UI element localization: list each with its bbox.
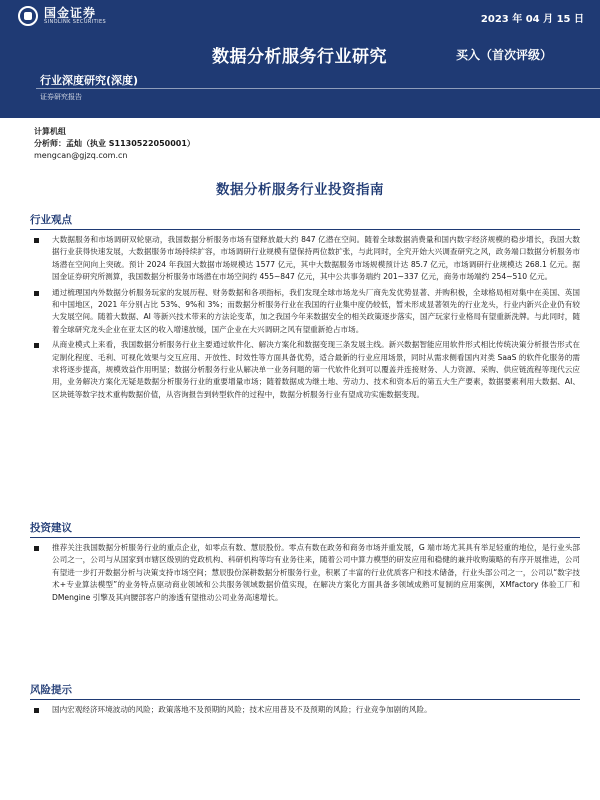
- section-risk-warning: [30, 682, 580, 719]
- rating-badge: 买入（首次评级）: [456, 48, 553, 62]
- logo-icon: [18, 6, 38, 26]
- page-title: 数据分析服务行业投资指南: [216, 182, 384, 198]
- list-item: [30, 287, 580, 337]
- list-item: [30, 339, 580, 401]
- department: 计算机组: [34, 127, 66, 136]
- bullet-text: 大数据服务和市场调研双轮驱动，我国数据分析服务市场有望释放最大约 847 亿潜在空间。随着全球数据消费量和国内数字经济规模的稳步增长，我国大数据行业获得快速发展，大数据服务市场持续扩容，市场调研行业规模有望保持两位数扩张，与此同时，全究开始大兴调查研究之风，政务端口数据分析服务市场潜在空间向上突破。预计 2024 年我国大数据市场规模达 1577 亿元，其中大数据服务市场规模预计达 85.7 亿元，市场调研行业规模达 268.1 亿元。据国金证券研究所测算，我国数据分析服务市场潜在市场空间约 455~847 亿元，其中公共事务端约 201~337 亿元，商务市场端约 254~510 亿元。: [52, 235, 580, 282]
- report-subtitle: 证券研究报告: [40, 93, 82, 101]
- analyst-email[interactable]: mengcan@gjzq.com.cn: [34, 151, 128, 160]
- section-heading: 行业观点: [30, 212, 580, 230]
- bullet-icon: [34, 708, 39, 713]
- section-industry-views: [30, 212, 580, 404]
- section-heading: 风险提示: [30, 682, 580, 700]
- report-banner: [0, 0, 600, 118]
- list-item: [30, 542, 580, 604]
- list-item: [30, 234, 580, 284]
- analyst: 分析师：孟灿（执业 S1130522050001）: [34, 139, 195, 148]
- bullet-icon: [34, 238, 39, 243]
- bullet-text: 推荐关注我国数据分析服务行业的重点企业，如零点有数、慧辰股份。零点有数在政务和商务市场并重发展，G 端市场尤其具有举足轻重的地位，是行业头部公司之一，公司与从国家到市辖区级别的党政机构、科研机构等均有业务往来，随着公司中算力模型的研发应用和稳健的兼并收购策略的有序开展推进，公司有望进一步打开数据分析与决策支持市场空间；慧辰股份深耕数据分析服务行业，积累了丰富的行业优质客户和技术储备，行业头部公司之一，公司以“数字技术+专业算法模型”的业务特点驱动商业领域和公共服务领域数据价值实现，在解决方案化方面具备多领域成熟可复制的应用案例，XMfactory 体验工厂和 DMengine 引擎及其向腰部客户的渗透有望推动公司业务高速增长。: [52, 543, 580, 602]
- section-heading: 投资建议: [30, 520, 580, 538]
- bullet-text: 国内宏观经济环境波动的风险；政策落地不及预期的风险；技术应用普及不及预期的风险；行业竞争加剧的风险。: [52, 705, 432, 714]
- logo-english-name: SINOLINK SECURITIES: [44, 18, 107, 25]
- report-type: 行业深度研究(深度): [40, 74, 139, 87]
- company-logo: [18, 6, 106, 26]
- bullet-icon: [34, 343, 39, 348]
- bullet-icon: [34, 291, 39, 296]
- bullet-text: 从商业模式上来看，我国数据分析服务行业主要通过软件化、解决方案化和数据变现三条发展主线。新兴数据智能应用软件形式相比传统决策分析报告形式在定制化程度、毛利、可视化效果与交互应用、开放性、时效性等方面具备优势，适合最新的行业应用场景，同时从需求侧看国内对类 SaaS 的软件化服务的需求将逐步提高，规模效益作用明显；数据分析服务行业从解决单一业务问题的第一代软件化到可以覆盖并连接财务、人力资源、采购、供应链流程等现代云应用，业务解决方案化无疑是数据分析服务行业的重要增量市场；随着数据成为继土地、劳动力、技术和资本后的第五大生产要素，数据要素利用大数据、AI、区块链等数字技术重构数据价值，从咨询报告到转型软件的过程中，数据分析服务行业有望成功实施数据变现。: [52, 340, 580, 399]
- logo-name: 国金证券: [44, 5, 97, 20]
- report-title: 数据分析服务行业研究: [212, 47, 387, 67]
- bullet-text: 通过梳理国内外数据分析服务玩家的发展历程、财务数据和各项指标，我们发现全球市场龙头厂商先发优势显著、并购积极，全球格局相对集中在美国、英国和中国地区，2021 年分别占比 53%、9%和 3%；而数据分析服务行业在我国的行业集中度仍较低，暂未形成显著领先的行业龙头，行业内新兴企业仍有较大发展空间。随着大数据、AI 等新兴技术带来的方法论变革，加之我国今年来数据安全的相关政策逐步落实，国产玩家行业格局有望重新洗牌。与此同时，随着全球研究龙头企业在亚太区的收入增速放缓，国产企业在大兴调研之风有望重新抢占市场。: [52, 287, 580, 334]
- list-item: [30, 704, 580, 716]
- section-investment-advice: [30, 520, 580, 607]
- banner-divider: [36, 88, 600, 89]
- author-info: [34, 126, 195, 162]
- report-date: 2023 年 04 月 15 日: [480, 14, 584, 25]
- bullet-icon: [34, 546, 39, 551]
